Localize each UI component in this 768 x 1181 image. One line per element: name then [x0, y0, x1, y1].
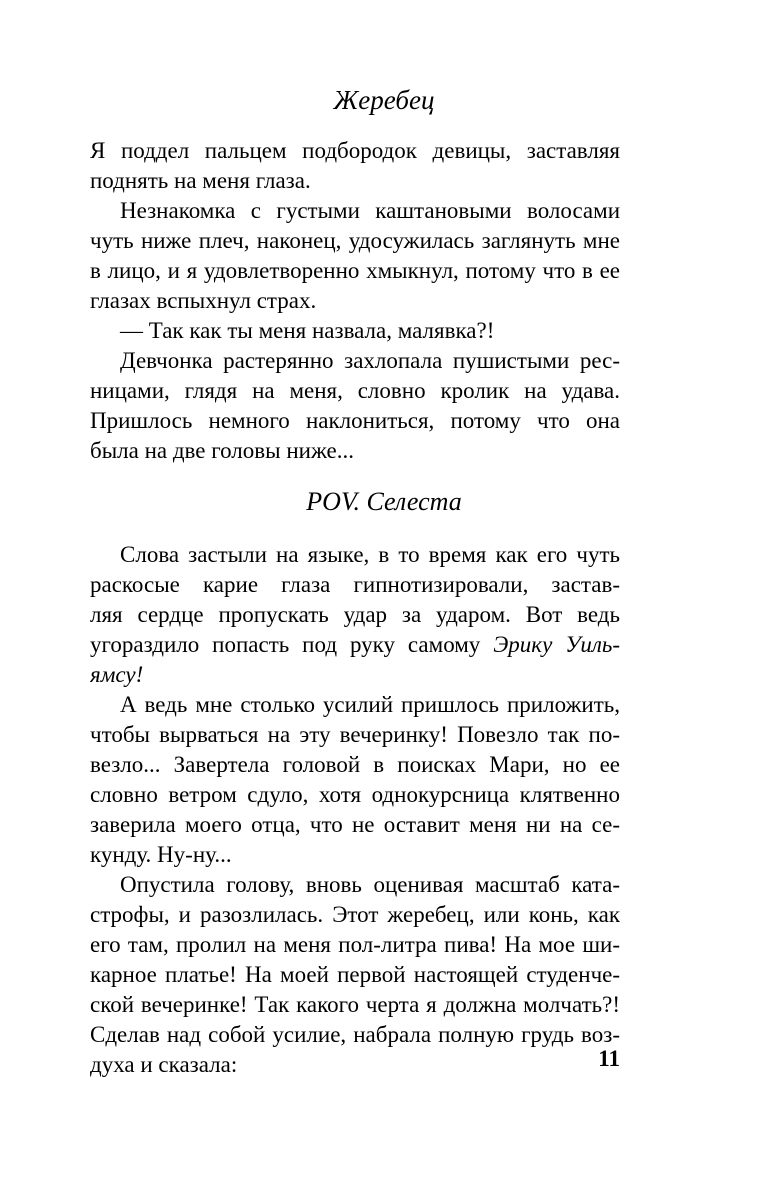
text-line: раскосые карие глаза гипнотизировали, застав- [90, 572, 620, 597]
text-line: духа и сказала: [90, 1052, 238, 1077]
text-line: поднять на меня глаза. [90, 168, 311, 193]
text-line: Девчонка растерянно захлопала пушистыми рес- [120, 348, 620, 373]
italic-name: ямсу! [90, 662, 144, 687]
text-line: его там, пролил на меня пол-литра пива! На мое ши- [90, 932, 620, 957]
section-1-text [90, 136, 620, 466]
text-line: — Так как ты меня назвала, малявка?! [120, 318, 495, 343]
text-line: глазах вспыхнул страх. [90, 288, 317, 313]
text-line: строфы, и разозлилась. Этот жеребец, или конь, как [90, 902, 620, 927]
section-title: POV. Селеста [306, 487, 462, 516]
text-segment: угораздило попасть под руку самому [90, 632, 481, 657]
text-line: карное платье! На моей первой настоящей студенче- [90, 962, 620, 987]
text-line: ляя сердце пропускать удар за ударом. Вот ведь [90, 602, 620, 627]
running-header: Жеребец [333, 85, 435, 115]
text-line: ской вечеринке! Так какого черта я должна молчать?! [90, 992, 620, 1017]
text-line: в лицо, и я удовлетворенно хмыкнул, потому что в ее [90, 258, 620, 283]
text-line: Незнакомка с густыми каштановыми волосами [120, 198, 620, 223]
text-line: Слова застыли на языке, в то время как его чуть [120, 542, 620, 567]
text-line: Опустила голову, вновь оценивая масштаб ката- [120, 872, 620, 897]
text-line: А ведь мне столько усилий пришлось приложить, [120, 692, 620, 717]
text-line: чуть ниже плеч, наконец, удосужилась заглянуть мне [90, 228, 620, 253]
italic-name: Эрику Уиль- [493, 632, 620, 657]
section-2-text [90, 540, 620, 1080]
text-line: везло... Завертела головой в поисках Мари, но ее [90, 752, 620, 777]
text-line: ницами, глядя на меня, словно кролик на удава. [90, 378, 620, 403]
text-line: Сделав над собой усилие, набрала полную грудь воз- [90, 1022, 620, 1047]
text-line: словно ветром сдуло, хотя однокурсница клятвенно [90, 782, 620, 807]
text-line: Пришлось немного наклониться, потому что она [90, 408, 620, 433]
text-line: кунду. Ну-ну... [90, 842, 232, 867]
text-line: заверила моего отца, что не оставит меня ни на се- [90, 812, 620, 837]
page-number: 11 [598, 1046, 620, 1071]
text-line: Я поддел пальцем подбородок девицы, заставляя [90, 138, 620, 163]
text-line: чтобы вырваться на эту вечеринку! Повезло так по- [90, 722, 620, 747]
text-line-mixed [90, 630, 620, 660]
text-line: была на две головы ниже... [90, 438, 355, 463]
